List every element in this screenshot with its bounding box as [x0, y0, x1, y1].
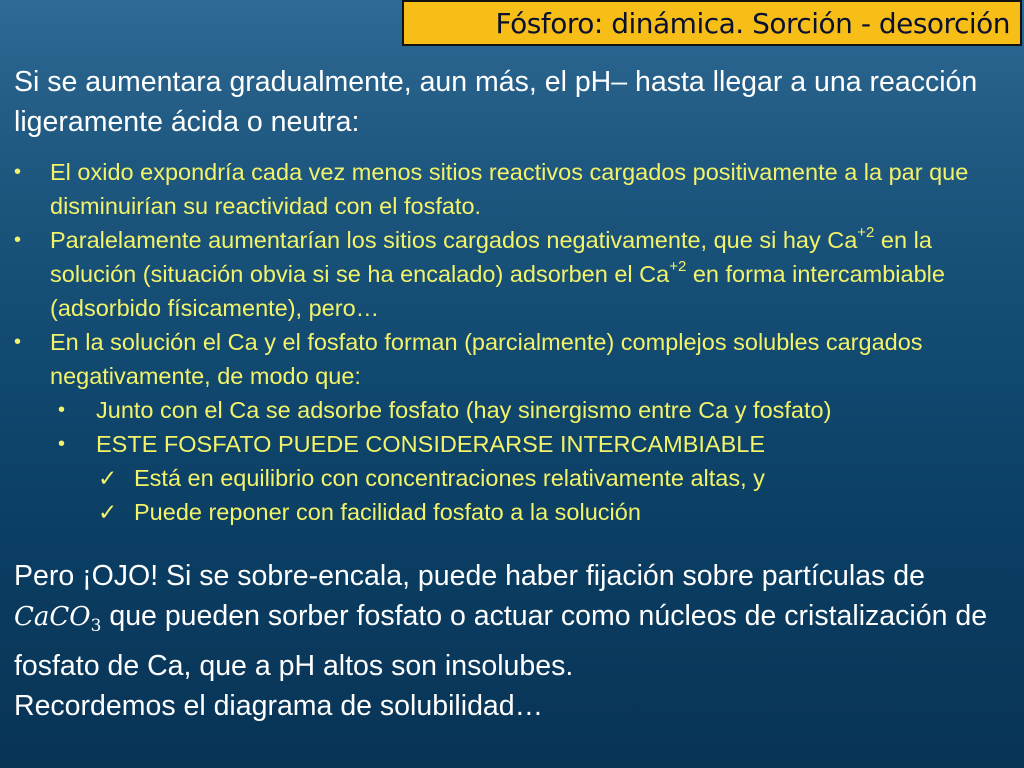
checkmark-icon: ✓	[98, 465, 118, 491]
bullet-list	[0, 155, 1024, 529]
title-banner	[402, 0, 1022, 46]
sub-bullet-text: Junto con el Ca se adsorbe fosfato (hay sinergismo entre Ca y fosfato)	[96, 397, 832, 423]
bullet-text: En la solución el Ca y el fosfato forman (parcialmente) complejos solubles cargados negativamente, de modo que:	[50, 329, 923, 389]
outro-closing-line: Recordemos el diagrama de solubilidad…	[14, 690, 544, 723]
outro-text-part: que pueden sorber fosfato o actuar como núcleos de cristalización de fosfato de Ca, que a pH altos son insolubes.	[14, 600, 988, 683]
bullet-dot: •	[14, 331, 22, 353]
bullet-item	[0, 223, 1024, 325]
check-item	[0, 495, 1024, 529]
bullet-dot: •	[14, 229, 22, 251]
formula-base: CaCO	[14, 602, 91, 632]
sub-bullet-text: ESTE FOSFATO PUEDE CONSIDERARSE INTERCAMBIABLE	[96, 431, 766, 457]
intro-paragraph: Si se aumentara gradualmente, aun más, el pH– hasta llegar a una reacción ligeramente ácida o neutra:	[14, 66, 978, 138]
bullet-text: El oxido expondría cada vez menos sitios reactivos cargados positivamente a la par que disminuirían su reactividad con el fosfato.	[50, 159, 969, 219]
bullet-item	[0, 155, 1024, 223]
formula-subscript: 3	[90, 616, 102, 637]
bullet-text-part: Paralelamente aumentarían los sitios cargados negativamente, que si hay Ca	[50, 227, 858, 253]
bullet-dot: •	[58, 399, 66, 421]
bullet-text-part: en forma intercambiable (adsorbido físicamente), pero…	[50, 261, 945, 321]
formula-caco3	[14, 602, 102, 637]
charge-superscript: +2	[857, 224, 875, 242]
sub-bullet-item	[0, 427, 1024, 461]
bullet-dot: •	[14, 161, 22, 183]
outro-paragraph	[14, 556, 1014, 726]
charge-superscript: +2	[669, 258, 687, 276]
check-text: Está en equilibrio con concentraciones relativamente altas, y	[134, 465, 765, 491]
slide-title: Fósforo: dinámica. Sorción - desorción	[495, 6, 1010, 40]
bullet-item	[0, 325, 1024, 393]
check-text: Puede reponer con facilidad fosfato a la solución	[134, 499, 641, 525]
outro-text-part: Pero ¡OJO! Si se sobre-encala, puede haber fijación sobre partículas de	[14, 560, 925, 592]
bullet-dot: •	[58, 433, 66, 455]
bullet-text-part: en la solución (situación obvia si se ha encalado) adsorben el Ca	[50, 227, 932, 287]
check-item	[0, 461, 1024, 495]
sub-bullet-item	[0, 393, 1024, 427]
checkmark-icon: ✓	[98, 499, 118, 525]
